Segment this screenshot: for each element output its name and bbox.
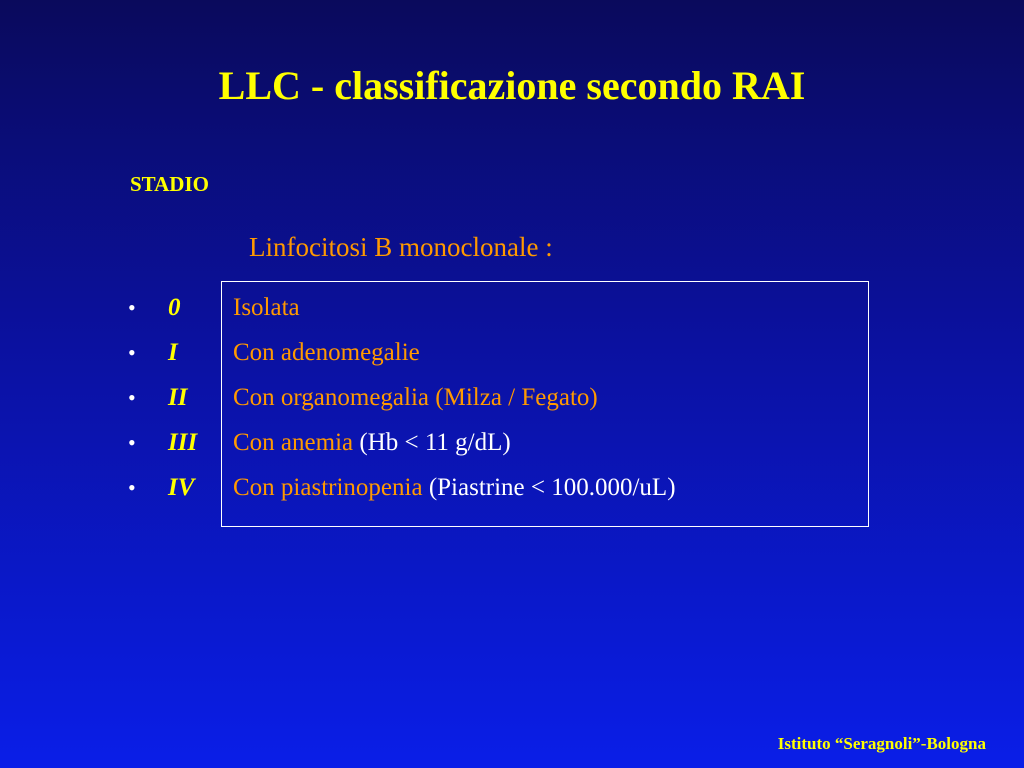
- bullet-icon: •: [128, 340, 136, 365]
- description-item: [233, 337, 676, 382]
- section-label: STADIO: [130, 172, 209, 196]
- description-text: Con anemia: [233, 429, 354, 456]
- stage-code: 0: [168, 294, 181, 321]
- bullet-icon: •: [128, 295, 136, 320]
- stage-code: IV: [168, 474, 195, 501]
- bullet-icon: •: [128, 430, 136, 455]
- stage-item: [128, 337, 197, 382]
- slide-title: LLC - classificazione secondo RAI: [218, 63, 806, 108]
- description-item: [233, 427, 676, 472]
- institution-footer: Istituto “Seragnoli”-Bologna: [777, 734, 986, 753]
- bullet-icon: •: [128, 385, 136, 410]
- stage-item: [128, 292, 197, 337]
- description-note: (Piastrine < 100.000/uL): [428, 474, 676, 501]
- description-item: [233, 472, 676, 517]
- description-list: [233, 292, 676, 517]
- stage-code: II: [168, 384, 188, 411]
- description-note: (Hb < 11 g/dL): [359, 429, 511, 456]
- subtitle: Linfocitosi B monoclonale :: [249, 232, 553, 262]
- description-item: [233, 292, 676, 337]
- description-text: Con adenomegalie: [233, 339, 420, 366]
- description-text: Con piastrinopenia: [233, 474, 423, 501]
- stage-list: [128, 292, 197, 517]
- stage-code: I: [168, 339, 178, 366]
- bullet-icon: •: [128, 475, 136, 500]
- description-text: Con organomegalia (Milza / Fegato): [233, 384, 598, 411]
- stage-item: [128, 382, 197, 427]
- stage-item: [128, 427, 197, 472]
- stage-item: [128, 472, 197, 517]
- description-text: Isolata: [233, 294, 300, 321]
- stage-code: III: [168, 429, 198, 456]
- description-item: [233, 382, 676, 427]
